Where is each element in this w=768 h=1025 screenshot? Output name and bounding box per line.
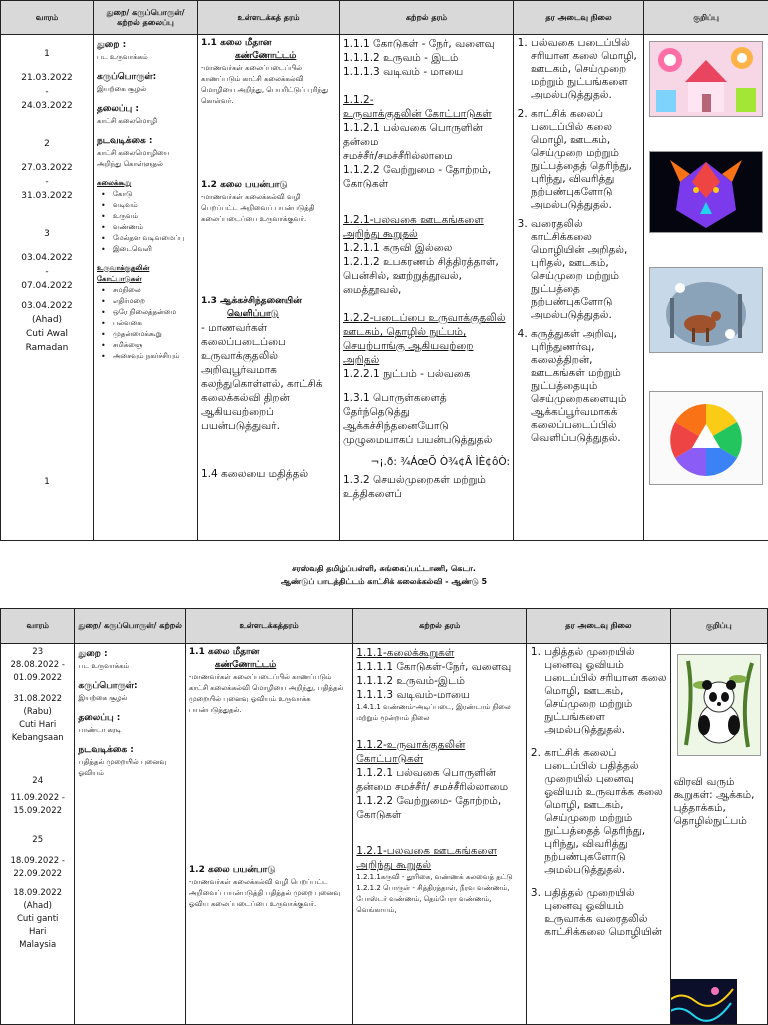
- list-item: • பல்வகை: [99, 318, 194, 329]
- content-heading: வெளிப்பாடு: [201, 308, 336, 321]
- learning-heading: 1.2.2-படைப்பை உருவாக்குதலில் ஊடகம், தொழில் நுட்பம், செயற்பாங்கு ஆகியவற்றை அறிதல்: [343, 311, 510, 367]
- top-header-row: [1, 1, 768, 35]
- holiday-date: 31.08.2022: [4, 693, 71, 706]
- list-item: • ஒரே நிலைத்தன்மை: [99, 307, 194, 318]
- design-principles-list: [97, 285, 194, 362]
- learning-item: 1.1.1.3 வடிவம்-மாயை: [356, 688, 523, 702]
- week-date: 07.04.2022: [4, 279, 90, 293]
- week-cell: [1, 35, 94, 541]
- deer-painting-picture: [649, 267, 763, 353]
- learning-item: 1.2.2.1 நுட்பம் - பல்வகை: [343, 367, 510, 381]
- content-heading: 1.3 ஆக்கச்சிந்தனையின்: [201, 295, 336, 308]
- week-number: 1: [4, 47, 90, 61]
- week-date: 21.03.2022: [4, 71, 90, 85]
- content-text: -மாணவர்கள் கலைக்கல்வி வழி பெறப்பட்ட அறிவைப் பயன்படுத்தி கலைப்படைப்பை உருவாக்குவர்.: [201, 192, 336, 225]
- performance-item: 3. பதித்தல் முறையில் புனைவு ஓவியம் உருவாக்க வரைதலில் காட்சிக்கலை மொழியின்: [544, 887, 666, 939]
- date-separator: -: [4, 265, 90, 279]
- learning-item: 1.2.1.1கருவி - தூரிகை, வண்ணக் கலவைத் தட்டு: [356, 872, 523, 883]
- learning-heading: உருவாக்குதலின் கோட்பாடுகள்: [343, 107, 510, 121]
- list-item: • மேல்தள வடிவமைப்பு: [99, 233, 194, 244]
- performance-item: 1. பல்வகை படைப்பில் சரியான கலை மொழி, ஊடகம், செய்முறை மற்றும் நுட்பங்களை அமல்படுத்துதல்.: [531, 37, 640, 102]
- learning-item: 1.1.1.2 உருவம் - இடம்: [343, 51, 510, 65]
- content-text: -மாணவர்கள் கலைப்படைப்பில் காணப்படும் காட்சி கலைக்கல்வி மொழியை அறிந்து, பெயரிட்டுப் புரிந்து கொள்வர்.: [201, 63, 336, 107]
- performance-item: 4. கருத்துகள் அறிவு, புரிந்துணர்வு, கலைத்திறன், ஊடகங்கள் மற்றும் நுட்பத்தையும் செய்முறைகளையும் ஆக்கப்பூர்வமாகக் கலைப்படைப்பில் வெளிப்படுத்துதல்.: [531, 328, 640, 445]
- header-performance-level: தர அடைவு நிலை: [514, 1, 644, 35]
- list-item: • உருவம்: [99, 211, 194, 222]
- week-number: 24: [4, 775, 71, 788]
- content-heading: கண்ணோட்டம்: [189, 659, 349, 672]
- week-date: 03.04.2022: [4, 251, 90, 265]
- title-value: காட்சி கலைமொழி: [97, 116, 194, 127]
- list-item: • கோடு: [99, 189, 194, 200]
- learning-item: 1.4.1.1 வண்ணம்-அடிப்படை, இரண்டாம் நிலை மற்றும் மூன்றாம் நிலை: [356, 702, 523, 724]
- list-item: • இடைவெளி: [99, 244, 194, 255]
- content-standard-cell: [198, 35, 340, 541]
- week-date: 28.08.2022 - 01.09.2022: [4, 659, 71, 685]
- field-value: பட உருவாக்கம்: [78, 661, 182, 672]
- performance-list: [517, 37, 640, 445]
- theme-label: கருப்பொருள்:: [78, 680, 182, 693]
- date-separator: -: [4, 85, 90, 99]
- garbled-text: ¬¡.ð: ¾ÁœÕ Ò¾¢Â ÌÈ¢ôÒ:: [343, 455, 510, 469]
- bottom-body-row: [1, 644, 768, 1025]
- topic-cell: [94, 35, 198, 541]
- learning-heading: 1.2.1-பலவகை ஊடகங்களை அறிந்து கூறுதல்: [356, 844, 523, 872]
- learning-heading: 1.1.1-கலைக்கூறுகள்: [356, 646, 523, 660]
- performance-list: [530, 646, 666, 939]
- learning-item: 1.1.2.1 பல்வகை பொருளின் தன்மை சமச்சீர்/ சமச்சீரில்லாமை: [356, 766, 523, 794]
- holiday-date: 03.04.2022: [4, 299, 90, 313]
- content-heading: 1.2 கலை பயன்பாடு: [189, 864, 349, 877]
- performance-item: 1. பதித்தல் முறையில் புனைவு ஓவியம் படைப்பில் சரியான கலை மொழி, ஊடகம், செய்முறை மற்றும் நுட்பங்களை அமல்படுத்துதல்.: [544, 646, 666, 737]
- performance-level-cell: [527, 644, 670, 1025]
- header-content-standard: உள்ளடக்கத்தரம்: [185, 609, 352, 644]
- title-label: தலைப்பு :: [78, 712, 182, 725]
- performance-item: 2. காட்சிக் கலைப் படைப்பில் கலை மொழி, ஊடகம், செய்முறை மற்றும் நுட்பத்தைத் தெரிந்து, புரிந்து, விவரித்து நற்பண்புகளோடு அமல்படுத்துதல்.: [531, 108, 640, 212]
- list-item: • வடிவம்: [99, 200, 194, 211]
- learning-item: 1.1.2.1 பல்வகை பொருளின் தன்மை: [343, 121, 510, 149]
- header-week: வாரம்: [1, 609, 75, 644]
- learning-heading: 1.1.2-உருவாக்குதலின் கோட்பாடுகள்: [356, 738, 523, 766]
- week-date: 24.03.2022: [4, 99, 90, 113]
- list-item: • முதன்மைக்கூறு: [99, 329, 194, 340]
- holiday-day: (Ahad): [4, 900, 71, 913]
- learning-item: 1.1.1.3 வடிவம் - மாயை: [343, 65, 510, 79]
- week-date: 27.03.2022: [4, 161, 90, 175]
- list-item: • சமிக்ஞை: [99, 340, 194, 351]
- holiday-name: Cuti ganti: [4, 913, 71, 926]
- learning-item: 1.2.1.2 உபகரணம் சித்திரத்தாள், பென்சில், ஊற்றுத்தூவல், மைத்தூவல்,: [343, 255, 510, 297]
- learning-standard-cell: [340, 35, 514, 541]
- learning-item: 1.1.1.2 உருவம்-இடம்: [356, 674, 523, 688]
- school-name: சரஸ்வதி தமிழ்ப்பள்ளி, சுங்கைப்பட்டாணி, கெடா.: [0, 563, 768, 575]
- content-heading: 1.4 கலையை மதித்தல்: [201, 467, 336, 481]
- field-label: துறை :: [78, 648, 182, 661]
- content-text: - மாணவர்கள் கலைப்படைப்பை உருவாக்குதலில் அறிவுபூர்வமாக கலந்துகொள்ளல், காட்சிக் கலைக்கல்வி திறன் ஆகியவற்றைப் பயன்படுத்துவர்.: [201, 321, 336, 433]
- activity-value: அறிந்து கொள்ளுதல்: [97, 159, 194, 170]
- learning-item: 1.3.2 செயல்முறைகள் மற்றும் உத்திகளைப்: [343, 473, 510, 501]
- notes-cell: [670, 644, 767, 1025]
- theme-value: இயற்கை சூழல்: [78, 693, 182, 704]
- performance-item: 2. காட்சிக் கலைப் படைப்பில் பதித்தல் முறையில் புனைவு ஓவியம் உருவாக்க கலை மொழி, ஊடகம், செய்முறை மற்றும் நுட்பத்தைத் தெரிந்து, புரிந்து, விவரித்து நற்பண்புகளோடு அமல்படுத்துதல்.: [544, 747, 666, 877]
- header-notes: குறிப்பு: [670, 609, 767, 644]
- activity-value: காட்சி கலைமொழியை: [97, 148, 194, 159]
- holiday-name: Hari: [4, 926, 71, 939]
- content-heading: 1.1 கலை மீதான: [201, 37, 336, 50]
- week-date: 11.09.2022 - 15.09.2022: [4, 792, 71, 818]
- holiday-date: 18.09.2022: [4, 887, 71, 900]
- bottom-plan-table: [0, 608, 768, 1025]
- theme-label: கருப்பொருள்:: [97, 71, 194, 84]
- content-heading: 1.1 கலை மீதான: [189, 646, 349, 659]
- content-heading: கண்ணோட்டம்: [201, 50, 336, 63]
- list-item: • அசைவும் நகர்ச்சியும்: [99, 351, 194, 362]
- week-number: 2: [4, 137, 90, 151]
- activity-label: நடவடிக்கை :: [97, 135, 194, 148]
- topic-cell: [75, 644, 186, 1025]
- cross-curricular-note: விரவி வரும் கூறுகள்: ஆக்கம், புத்தாக்கம், தொழில்நுட்பம்: [674, 776, 764, 828]
- header-week: வாரம்: [1, 1, 94, 35]
- learning-standard-cell: [353, 644, 527, 1025]
- field-label: துறை :: [97, 39, 194, 52]
- content-text: -மாணவர்கள் கலைப்படைப்பில் காணப்படும் காட்சி கலைக்கல்வி மொழியை அறிந்து, பதித்தல் முறையில் புனைவு ஓவியம் உருவாக்க பயன்படுத்துதல்.: [189, 672, 349, 716]
- design-principles-label: கோட்பாடுகள்: [97, 274, 194, 285]
- plan-title: ஆண்டுப் பாடத்திட்டம் காட்சிக் கலைக்கல்வி - ஆண்டு 5: [0, 576, 768, 588]
- bottom-plan-table-wrapper: [0, 608, 768, 1025]
- content-heading: 1.2 கலை பயன்பாடு: [201, 179, 336, 192]
- holiday-day: (Rabu): [4, 706, 71, 719]
- neon-wolf-picture: [649, 151, 763, 233]
- learning-item: 1.1.2.2 வேற்றுமை - தோற்றம், கோடுகள்: [343, 163, 510, 191]
- header-learning-standard: கற்றல் தரம்: [340, 1, 514, 35]
- holiday-name: Cuti Hari: [4, 719, 71, 732]
- learning-item: சமச்சீர்/சமச்சீரில்லாமை: [343, 149, 510, 163]
- candy-house-picture: [649, 41, 763, 117]
- art-elements-list: [97, 189, 194, 255]
- bottom-header-row: [1, 609, 768, 644]
- holiday-name: Malaysia: [4, 939, 71, 952]
- title-label: தலைப்பு :: [97, 103, 194, 116]
- learning-item: 1.2.1.2 பொருள் - சித்திரத்தாள், நீரவ வண்ணம், போஸ்டர் வண்ணம், தெம்பேரா வண்ணம், வெங்காயம்,: [356, 883, 523, 916]
- learning-item: 1.1.1 கோடுகள் - நேர், வளைவு: [343, 37, 510, 51]
- holiday-name: Cuti Awal: [4, 327, 90, 341]
- activity-label: நடவடிக்கை :: [78, 744, 182, 757]
- list-item: • சமநிலை: [99, 285, 194, 296]
- notes-cell: [644, 35, 768, 541]
- header-topic: துறை/ கருப்பொருள்/ கற்றல்: [75, 609, 186, 644]
- learning-heading: 1.2.1-பலவகை ஊடகங்களை அறிந்து கூறுதல்: [343, 213, 510, 241]
- design-principles-label: உருவாக்குதலின்: [97, 263, 194, 274]
- header-learning-standard: கற்றல் தரம்: [353, 609, 527, 644]
- title-value: பாண்டா கரடி: [78, 725, 182, 736]
- learning-item: 1.2.1.1 கருவி இல்லை: [343, 241, 510, 255]
- header-performance-level: தர அடைவு நிலை: [527, 609, 670, 644]
- holiday-day: (Ahad): [4, 313, 90, 327]
- color-wheel-picture: [649, 391, 763, 485]
- field-value: பட உருவாக்கம்: [97, 52, 194, 63]
- week-date: 18.09.2022 - 22.09.2022: [4, 855, 71, 881]
- header-content-standard: உள்ளடக்கத் தரம்: [198, 1, 340, 35]
- week-cell: [1, 644, 75, 1025]
- list-item: • வண்ணம்: [99, 222, 194, 233]
- header-notes: குறிப்பு: [644, 1, 768, 35]
- art-elements-label: கலைக்கூறு: [97, 178, 194, 189]
- week-number: 25: [4, 834, 71, 847]
- theme-value: இயற்கை சூழல்: [97, 84, 194, 95]
- performance-item: 3. வரைதலில் காட்சிக்கலை மொழியின் அறிதல், புரிதல், ஊடகம், செய்முறை மற்றும் நுட்பத்தை நற்பண்புகளோடு அமல்படுத்துதல்.: [531, 218, 640, 322]
- date-separator: -: [4, 175, 90, 189]
- week-date: 31.03.2022: [4, 189, 90, 203]
- panda-painting-picture: [677, 654, 761, 756]
- list-item: • எதிர்மறை: [99, 296, 194, 307]
- performance-level-cell: [514, 35, 644, 541]
- learning-heading: 1.1.2-: [343, 93, 510, 107]
- content-text: -மாணவர்கள் கலைக்கல்வி வழி பெறப்பட்ட அறிவைப் பயன்படுத்தி பதித்தல் முறை புனைவு ஓவிய கலைப்படைப்பை உருவாக்குவர்.: [189, 877, 349, 910]
- activity-value: பதித்தல் முறையில் புனைவு ஓவியம்: [78, 757, 182, 779]
- learning-item: 1.1.2.2 வேற்றுமை- தோற்றம், கோடுகள்: [356, 794, 523, 822]
- holiday-name: Ramadan: [4, 341, 90, 355]
- header-topic: துறை/ கருப்பொருள்/ கற்றல் தலைப்பு: [94, 1, 198, 35]
- top-body-row: [1, 35, 768, 541]
- holiday-name: Kebangsaan: [4, 732, 71, 745]
- content-standard-cell: [185, 644, 352, 1025]
- learning-item: 1.3.1 பொருள்களைத் தேர்ந்தெடுத்து ஆக்கச்சிந்தனையோடு முழுமையாகப் பயன்படுத்துதல்: [343, 391, 510, 447]
- week-number: 23: [4, 646, 71, 659]
- week-number: 3: [4, 227, 90, 241]
- night-painting-picture: [670, 979, 737, 1025]
- learning-item: 1.1.1.1 கோடுகள்-நேர், வளைவு: [356, 660, 523, 674]
- week-number: 1: [4, 475, 90, 489]
